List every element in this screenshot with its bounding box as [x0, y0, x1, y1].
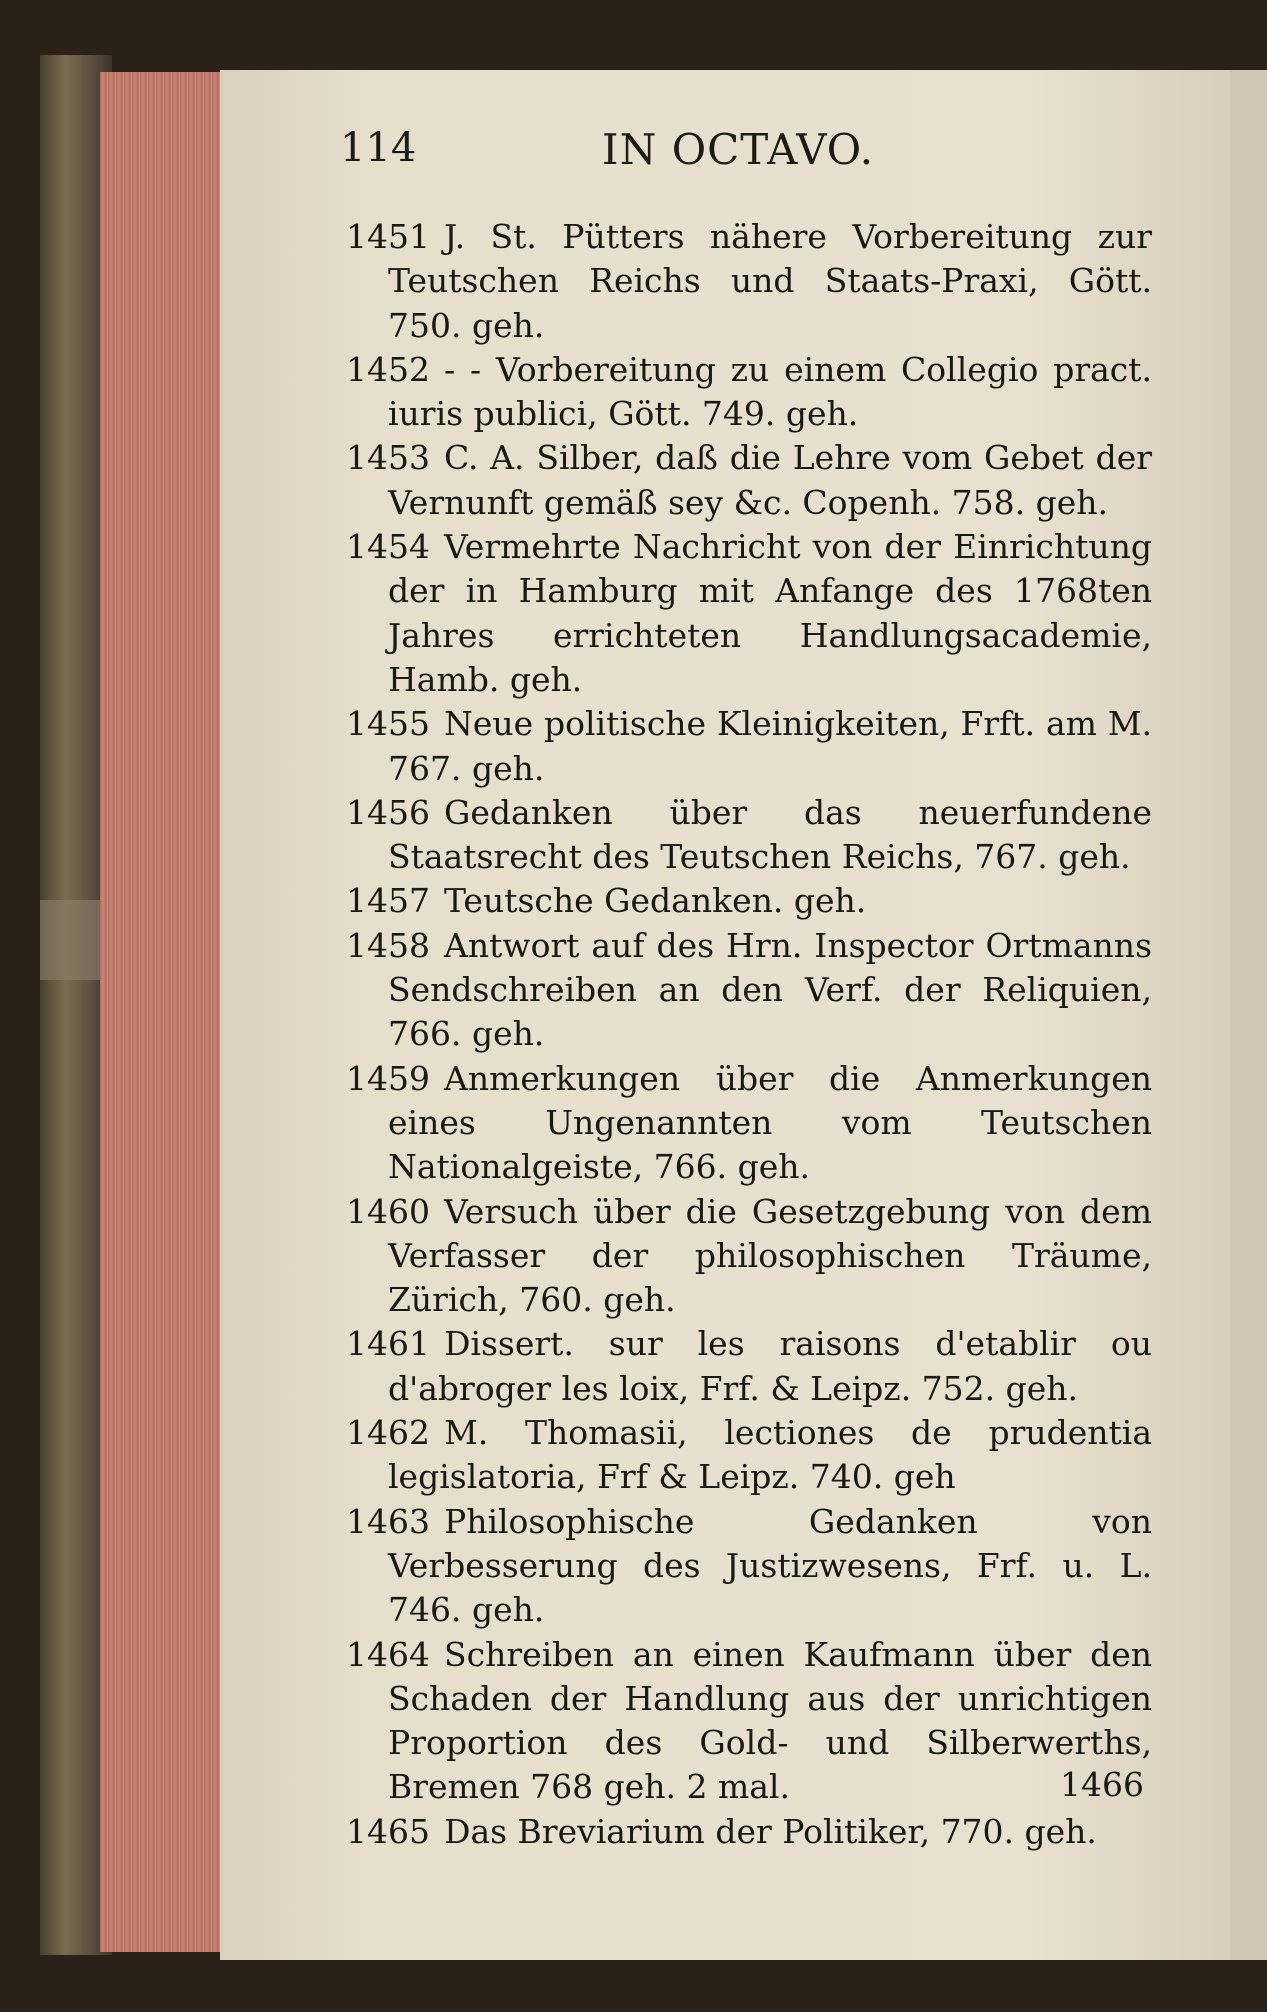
entry-number: 1452 [346, 349, 430, 389]
entry-number: 1455 [346, 704, 430, 744]
entry-text: Das Breviarium der Politiker, 770. geh. [443, 1811, 1097, 1851]
entry-number: 1457 [346, 881, 430, 921]
catalogue-entry [346, 1190, 1152, 1323]
catalogue-entry [346, 436, 1152, 525]
running-title: IN OCTAVO. [602, 125, 875, 174]
entry-text: C. A. Silber, daß die Lehre vom Gebet der Vernunft gemäß sey &c. Copenh. 758. geh. [388, 438, 1152, 522]
entry-text: Gedanken über das neuerfundene Staatsrecht des Teutschen Reichs, 767. geh. [388, 792, 1152, 877]
entry-text: Dissert. sur les raisons d'etablir ou d'abroger les loix, Frf. & Leipz. 752. geh. [388, 1324, 1152, 1408]
entry-text: Vermehrte Nachricht von der Einrichtung der in Hamburg mit Anfange des 1768ten Jahres errichteten Handlungsacademie, Hamb. geh. [388, 527, 1152, 699]
catalogue-entry [346, 348, 1152, 437]
entry-number: 1458 [346, 925, 430, 965]
entry-text: Neue politische Kleinigkeiten, Frft. am M. 767. geh. [388, 704, 1152, 788]
page-header [340, 125, 1120, 185]
page-edges [100, 72, 220, 1952]
catalogue-entry [346, 702, 1152, 791]
catalogue-entry [346, 215, 1152, 348]
entry-text: M. Thomasii, lectiones de prudentia legislatoria, Frf & Leipz. 740. geh [388, 1413, 1152, 1497]
entry-number: 1454 [346, 527, 430, 567]
entry-number: 1464 [346, 1634, 430, 1674]
catalogue-entry [346, 1810, 1152, 1854]
catalogue-entry [346, 1411, 1152, 1500]
entry-text: Versuch über die Gesetzgebung von dem Verfasser der philosophischen Träume, Zürich, 760. geh. [388, 1191, 1152, 1320]
entry-text: Antwort auf des Hrn. Inspector Ortmanns Sendschreiben an den Verf. der Reliquien, 766. geh. [388, 925, 1152, 1054]
facing-page-edge [1230, 70, 1267, 1960]
catchword: 1466 [1060, 1765, 1144, 1804]
catalogue-entry [346, 791, 1152, 880]
catalogue-entry [346, 525, 1152, 702]
entry-text: Schreiben an einen Kaufmann über den Schaden der Handlung aus der unrichtigen Proportion des Gold- und Silberwerths, Bremen 768 geh. 2 mal. [388, 1634, 1152, 1807]
catalogue-entry [346, 1500, 1152, 1633]
catalogue-entry [346, 1322, 1152, 1411]
entry-text: Teutsche Gedanken. geh. [443, 881, 867, 921]
entry-number: 1453 [346, 438, 430, 478]
entry-number: 1461 [346, 1324, 430, 1364]
page-number: 114 [340, 125, 417, 171]
entry-number: 1451 [346, 217, 430, 256]
entry-text: J. St. Pütters nähere Vorbereitung zur Teutschen Reichs und Staats-Praxi, Gött. 750. geh. [388, 217, 1152, 345]
entry-text: - - Vorbereitung zu einem Collegio pract. iuris publici, Gött. 749. geh. [388, 349, 1152, 434]
entry-text: Anmerkungen über die Anmerkungen eines Ungenannten vom Teutschen Nationalgeiste, 766. geh. [388, 1058, 1152, 1187]
catalogue-entry [346, 1057, 1152, 1190]
entry-number: 1463 [346, 1501, 430, 1541]
entry-number: 1456 [346, 792, 430, 832]
catalogue-entry [346, 1633, 1152, 1810]
catalogue-entries [346, 215, 1152, 1854]
entry-number: 1460 [346, 1191, 430, 1231]
catalogue-entry [346, 879, 1152, 923]
entry-text: Philosophische Gedanken von Verbesserung des Justizwesens, Frf. u. L. 746. geh. [388, 1501, 1152, 1630]
entry-number: 1459 [346, 1058, 430, 1098]
entry-number: 1465 [346, 1811, 430, 1851]
catalogue-entry [346, 924, 1152, 1057]
entry-number: 1462 [346, 1413, 430, 1453]
